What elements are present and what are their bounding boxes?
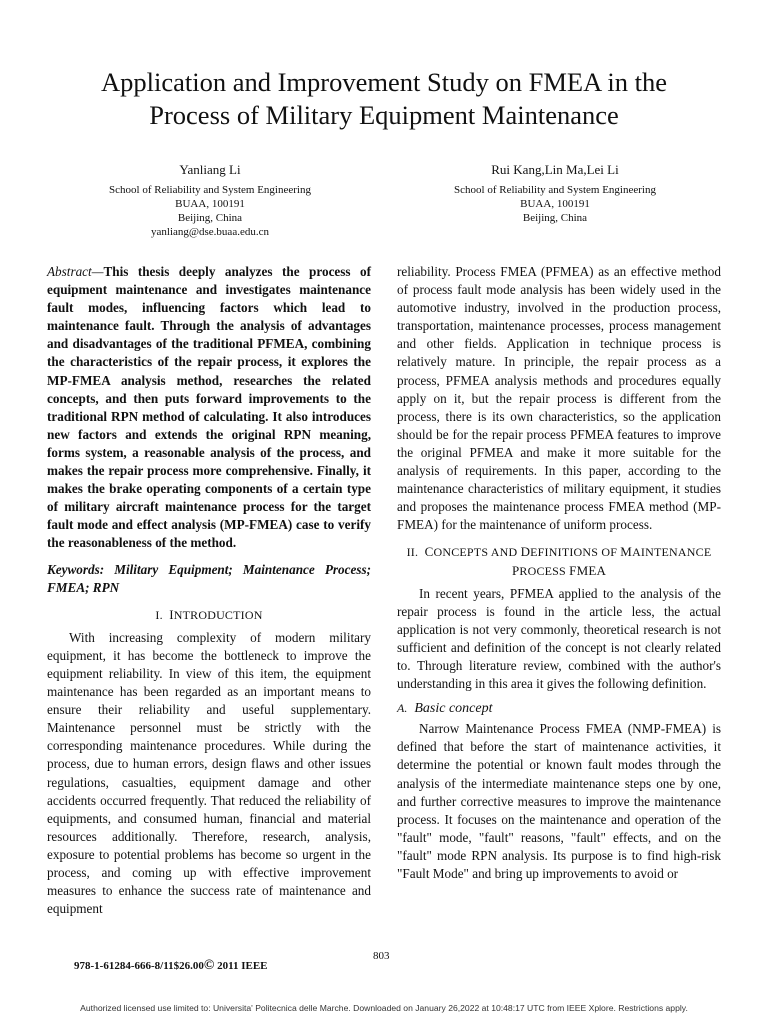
abstract-dash: — bbox=[91, 264, 104, 279]
title-line-1: Application and Improvement Study on FMEA in the bbox=[100, 67, 667, 97]
author-postal: BUAA, 100191 bbox=[520, 198, 590, 210]
section-heading-concepts bbox=[397, 543, 721, 579]
right-column bbox=[397, 263, 721, 883]
section-cap: M bbox=[620, 544, 633, 560]
author-block-right bbox=[405, 162, 705, 225]
section-rest: NTRODUCTION bbox=[173, 607, 263, 622]
continuation-paragraph: reliability. Process FMEA (PFMEA) as an effective method of process fault mode analysis has been widely used in the automotive industry, involved in the production process, transportation, maintenance processes, process management and other fields. Application in technique process is relatively mature. In principle, the repair process as a process, PFMEA analysis methods and procedures equally apply on it, but the repair process is different from the process, there is its own characteristics, so the application should be for the repair process PFMEA features to improve the original PFMEA and make it more suitable for the analysis of requirements. In this paper, according to the maintenance characteristics of military equipment, it studies and proposes the maintenance process FMEA method (MP-FMEA) for the maintenance of uniform process. bbox=[397, 264, 721, 533]
section-rest: EFINITIONS OF bbox=[530, 545, 621, 560]
section-cap: C bbox=[424, 544, 434, 560]
paper-title bbox=[30, 66, 738, 132]
keywords: Keywords: Military Equipment; Maintenance Process; FMEA; RPN bbox=[47, 561, 371, 595]
author-city: Beijing, China bbox=[522, 212, 588, 224]
introduction-paragraph: With increasing complexity of modern military equipment, it has become the bottleneck to improve the equipment reliability. In view of this item, the equipment maintenance has been regarded as an important means to ensure their reliability and useful supplementary. Maintenance personnel must be strictly with the corresponding maintenance procedures. While during the process, due to human errors, design flaws and other issues regulations, casualties, equipment damage and other accidents occurred frequently. That reduced the reliability of equipments, and consumed human, financial and material resources additionally. Therefore, research, analysis, exposure to potential problems has become so urgent in the process, and coming up with effective improvement measures to enhance the success rate of maintenance and equipment bbox=[47, 629, 371, 917]
section-number: I. bbox=[155, 607, 163, 622]
author-affiliation: School of Reliability and System Engineering bbox=[109, 184, 311, 196]
author-affiliation: School of Reliability and System Engineering bbox=[454, 184, 656, 196]
section2-paragraph: In recent years, PFMEA applied to the analysis of the repair process is found in the article less, the actual application is not very commonly, theoretical research is not sufficient and definition of the concept is not clearly related to. Through literature review, combined with the author's understanding in this area it gives the following definition. bbox=[397, 585, 721, 692]
section-number: II. bbox=[406, 545, 419, 560]
left-column bbox=[47, 263, 371, 918]
isbn: 978-1-61284-666-8/11$26.00 bbox=[74, 960, 204, 972]
section-tail: FMEA bbox=[569, 562, 607, 578]
subsection-letter: A. bbox=[397, 701, 408, 716]
section-cap: P bbox=[511, 562, 520, 578]
subsection-paragraph: Narrow Maintenance Process FMEA (NMP-FMEA) is defined that before the start of maintenance activities, it determine the potential or known fault modes through the analysis of the intermediate maintenance steps one by one, and further corrective measures to improve the maintenance process. It focuses on the maintenance and operation of the "fault" mode, "fault" reasons, "fault" effects, and on the "fault" mode RPN analysis. Its purpose is to find high-risk "Fault Mode" and bring up improvements to avoid or bbox=[397, 721, 721, 881]
copyright-symbol: © bbox=[203, 958, 215, 973]
section-heading-introduction bbox=[47, 606, 371, 624]
author-name: Rui Kang,Lin Ma,Lei Li bbox=[491, 162, 619, 177]
author-name: Yanliang Li bbox=[179, 162, 241, 177]
abstract-text: This thesis deeply analyzes the process of equipment maintenance and investigates maintenance fault modes, influencing factors which lead to maintenance fault. Through the analysis of advantages and disadvantages of the traditional PFMEA, combining the characteristics of the repair process, it explores the MP-FMEA analysis method, researches the related concepts, and then puts forward improvements to the traditional RPN method of calculating. It also introduces new factors and extends the original RPN meaning, forms system, a reasonable analysis of the process, and makes the repair process more comprehensive. Finally, it makes the brake operating components of a certain type of military aircraft maintenance process for the target fault mode and effect analysis (MP-FMEA) case to verify the reasonableness of the method. bbox=[47, 264, 371, 551]
abstract bbox=[47, 263, 371, 553]
copyright-year: 2011 IEEE bbox=[214, 960, 268, 972]
author-city: Beijing, China bbox=[177, 212, 243, 224]
author-email[interactable]: yanliang@dse.buaa.edu.cn bbox=[151, 226, 269, 238]
author-postal: BUAA, 100191 bbox=[175, 198, 245, 210]
section-rest: AINTENANCE bbox=[632, 545, 712, 560]
section-rest: ONCEPTS AND bbox=[433, 545, 521, 560]
author-block-left bbox=[60, 162, 360, 239]
section-rest: ROCESS bbox=[519, 563, 570, 578]
section-cap: D bbox=[520, 544, 531, 560]
subsection-heading bbox=[397, 699, 721, 718]
section-cap: I bbox=[169, 606, 174, 622]
footer-isbn bbox=[74, 958, 268, 974]
license-notice: Authorized licensed use limited to: Universita' Politecnica delle Marche. Downloaded on January 26,2022 at 10:48:17 UTC from IEEE Xplore. Restrictions apply. bbox=[80, 1003, 688, 1013]
abstract-label: Abstract bbox=[47, 264, 92, 279]
page-number: 803 bbox=[373, 950, 390, 962]
title-line-2: Process of Military Equipment Maintenance bbox=[149, 100, 619, 130]
subsection-title: Basic concept bbox=[414, 701, 493, 717]
